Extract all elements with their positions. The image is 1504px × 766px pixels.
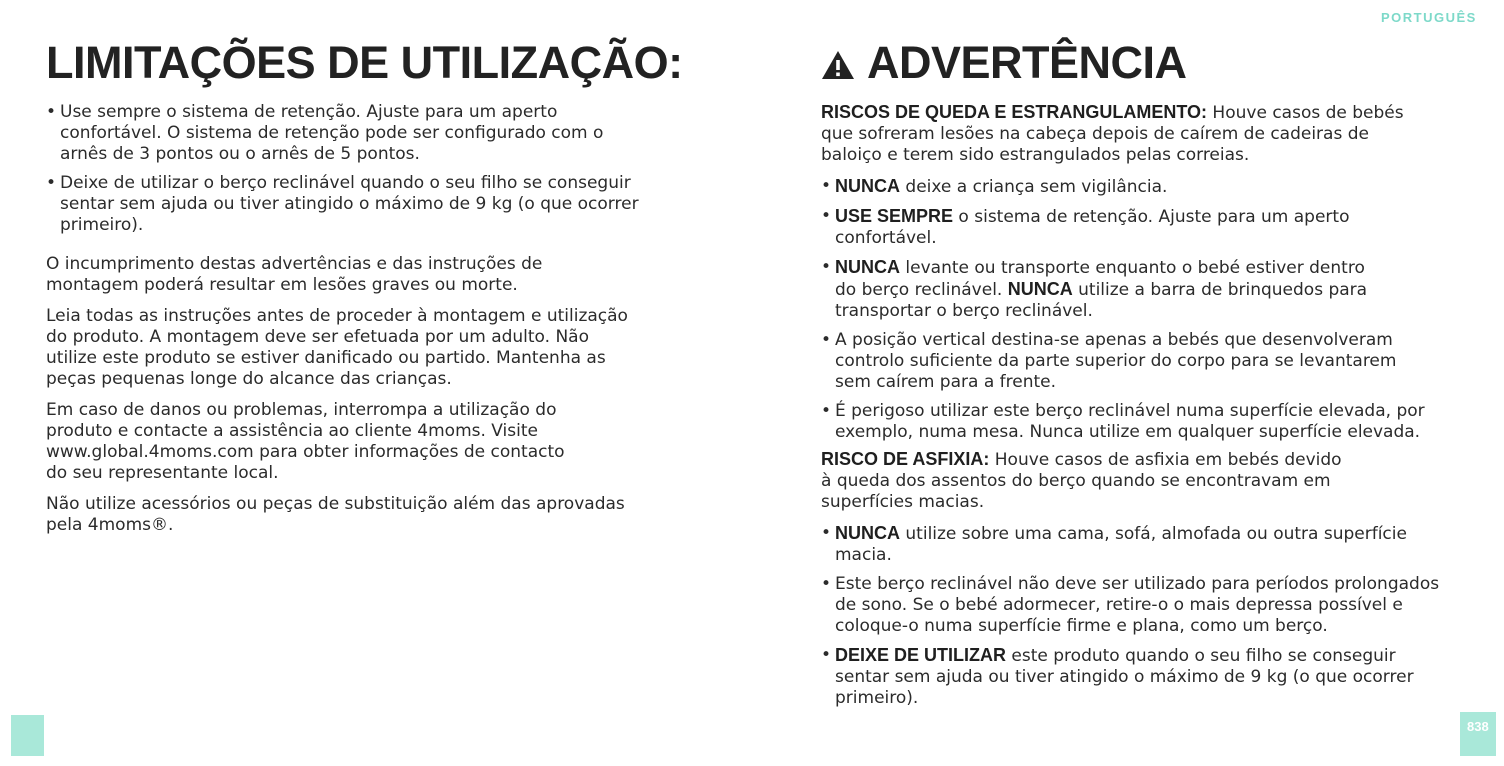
paragraph <box>46 306 696 390</box>
paragraph-line: Não utilize acessórios ou peças de substituição além das aprovadas <box>46 494 625 514</box>
list-item <box>821 574 1471 637</box>
bold-keyword: NUNCA <box>1007 279 1073 299</box>
bold-keyword: DEIXE DE UTILIZAR <box>835 645 1007 665</box>
fall-risk-heading: RISCOS DE QUEDA E ESTRANGULAMENTO: <box>821 102 1208 122</box>
paragraph-line: Leia todas as instruções antes de proceder à montagem e utilização <box>46 306 628 326</box>
bullet-line: levante ou transporte enquanto o bebé estiver dentro <box>900 258 1365 278</box>
page-number: 838 <box>1467 719 1489 734</box>
paragraph-line: utilize este produto se estiver danificado ou partido. Mantenha as <box>46 348 606 368</box>
bullet-line: macia. <box>835 545 892 565</box>
bullet-line: • Deixe de utilizar o berço reclinável quando o seu filho se conseguir <box>60 173 631 193</box>
list-item <box>821 257 1471 322</box>
list-item <box>821 206 1471 249</box>
suffocation-risk-heading: RISCO DE ASFIXIA: <box>821 449 990 469</box>
paragraph-line: Houve casos de bebés <box>1207 103 1404 123</box>
bullet-line: sentar sem ajuda ou tiver atingido o máximo de 9 kg (o que ocorrer <box>60 194 639 214</box>
bullet-line: confortável. <box>835 228 937 248</box>
bullet-line: deixe a criança sem vigilância. <box>900 177 1168 197</box>
paragraph-line: produto e contacte a assistência ao cliente 4moms. Visite <box>46 421 538 441</box>
usage-limitations-title: LIMITAÇÕES DE UTILIZAÇÃO: <box>46 37 683 88</box>
paragraph-line: à queda dos assentos do berço quando se encontravam em <box>821 471 1331 491</box>
paragraph-line: baloiço e terem sido estrangulados pelas correias. <box>821 145 1250 165</box>
bullet-line: • Este berço reclinável não deve ser utilizado para períodos prolongados <box>835 574 1440 594</box>
suffocation-risk-paragraph <box>821 449 1471 513</box>
paragraph-line: O incumprimento destas advertências e das instruções de <box>46 254 543 274</box>
bullet-line: controlo suficiente da parte superior do corpo para se levantarem <box>835 351 1397 371</box>
list-item <box>821 523 1471 566</box>
list-item <box>46 102 696 165</box>
list-item <box>46 173 696 236</box>
bullet-line: primeiro). <box>835 688 919 708</box>
bullet-line: de sono. Se o bebé adormecer, retire-o o mais depressa possível e <box>835 595 1403 615</box>
bullet-line: confortável. O sistema de retenção pode ser configurado com o <box>60 123 604 143</box>
paragraph-line: superfícies macias. <box>821 492 985 512</box>
paragraph-line: do seu representante local. <box>46 463 279 483</box>
bullet-line: transportar o berço reclinável. <box>835 301 1093 321</box>
bold-keyword: NUNCA <box>835 176 900 196</box>
bold-keyword: USE SEMPRE <box>835 206 954 226</box>
language-label: PORTUGUÊS <box>1381 10 1477 25</box>
paragraph-line: montagem poderá resultar em lesões graves ou morte. <box>46 275 518 295</box>
warning-title <box>821 38 1471 88</box>
paragraph-line: Em caso de danos ou problemas, interrompa a utilização do <box>46 400 557 420</box>
page-edge-tab-left <box>11 715 44 756</box>
list-item <box>821 401 1471 443</box>
bullet-line: coloque-o numa superfície firme e plana, como um berço. <box>835 616 1328 636</box>
warning-triangle-icon <box>821 50 855 80</box>
paragraph <box>46 254 696 296</box>
bold-keyword: NUNCA <box>835 257 900 277</box>
bullet-line: • É perigoso utilizar este berço reclinável numa superfície elevada, por <box>835 401 1425 421</box>
paragraph-line: pela 4moms®. <box>46 515 174 535</box>
bullet-line: sentar sem ajuda ou tiver atingido o máximo de 9 kg (o que ocorrer <box>835 667 1414 687</box>
fall-risk-paragraph <box>821 102 1471 166</box>
bullet-line: utilize a barra de brinquedos para <box>1072 280 1368 300</box>
bullet-line: • A posição vertical destina-se apenas a bebés que desenvolveram <box>835 330 1393 350</box>
paragraph <box>46 494 696 536</box>
list-item <box>821 330 1471 393</box>
paragraph-line: Houve casos de asfixia em bebés devido <box>989 450 1342 470</box>
bullet-line: utilize sobre uma cama, sofá, almofada ou outra superfície <box>900 524 1407 544</box>
bullet-line: sem caírem para a frente. <box>835 372 1057 392</box>
bullet-line: primeiro). <box>60 215 144 235</box>
left-column <box>46 38 696 546</box>
bullet-line: • Use sempre o sistema de retenção. Ajuste para um aperto <box>60 102 558 122</box>
right-column <box>821 38 1471 717</box>
paragraph-line: www.global.4moms.com para obter informações de contacto <box>46 442 565 462</box>
paragraph-line: que sofreram lesões na cabeça depois de caírem de cadeiras de <box>821 124 1369 144</box>
paragraph <box>46 400 696 484</box>
bullet-line: do berço reclinável. <box>835 280 1008 300</box>
bullet-line: arnês de 3 pontos ou o arnês de 5 pontos. <box>60 144 420 164</box>
paragraph-line: do produto. A montagem deve ser efetuada por um adulto. Não <box>46 327 590 347</box>
list-item <box>821 645 1471 709</box>
list-item <box>821 176 1471 198</box>
bullet-line: o sistema de retenção. Ajuste para um aperto <box>953 207 1350 227</box>
bold-keyword: NUNCA <box>835 523 900 543</box>
warning-title-text: ADVERTÊNCIA <box>867 37 1187 88</box>
paragraph-line: peças pequenas longe do alcance das crianças. <box>46 369 452 389</box>
bullet-line: exemplo, numa mesa. Nunca utilize em qualquer superfície elevada. <box>835 422 1421 442</box>
bullet-line: este produto quando o seu filho se conseguir <box>1006 646 1396 666</box>
